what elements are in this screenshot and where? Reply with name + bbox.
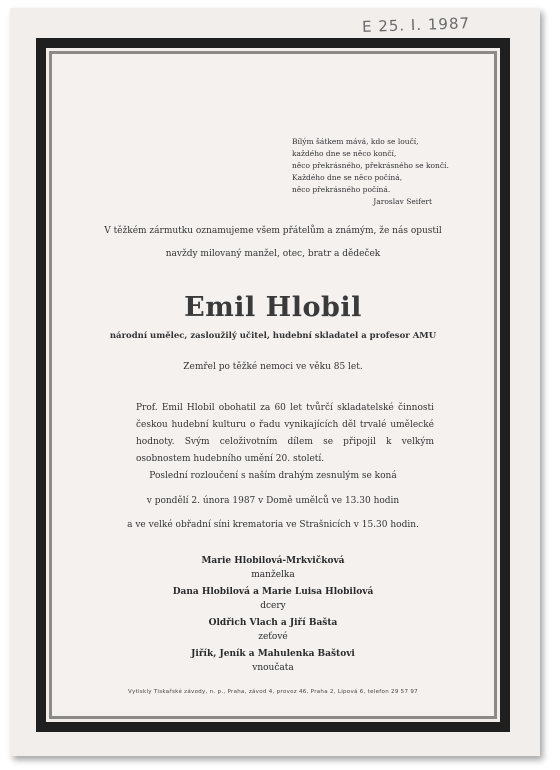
poem-line: Bílým šátkem mává, kdo se loučí, bbox=[292, 137, 419, 146]
mourner-name: Marie Hlobilová-Mrkvičková bbox=[201, 556, 345, 566]
biography-text: Prof. Emil Hlobil obohatil za 60 let tvůrčí skladatelské činnosti českou hudební kulturu o řadu vynikajících děl trvalé umělecké hodnoty. Svým celoživotním dílem se připojil k velkým osobnostem hudebního umění 20. století. bbox=[136, 403, 434, 464]
mourner-relation: vnoučata bbox=[252, 663, 294, 673]
poem-quote bbox=[292, 136, 449, 208]
poem-line: něco překrásného, překrásného se končí. bbox=[292, 161, 449, 170]
mourner-relation: dcery bbox=[260, 601, 286, 611]
mourner-name: Oldřich Vlach a Jiří Bašta bbox=[208, 618, 338, 628]
mourner-name: Jiřík, Jeník a Mahulenka Baštovi bbox=[191, 649, 355, 659]
death-notice: Zemřel po těžké nemoci ve věku 85 let. bbox=[183, 362, 363, 372]
mourner-name: Dana Hlobilová a Marie Luisa Hlobilová bbox=[172, 587, 374, 597]
deceased-name: Emil Hlobil bbox=[184, 292, 362, 323]
funeral-line: Poslední rozloučení s naším drahým zesnulým se koná bbox=[149, 471, 397, 481]
poem-author: Jaroslav Seifert bbox=[373, 197, 432, 206]
handwritten-annotation: E 25. I. 1987 bbox=[361, 14, 471, 36]
poem-line: něco překrásného počíná. bbox=[292, 185, 391, 194]
deceased-titles: národní umělec, zasloužilý učitel, hudební skladatel a profesor AMU bbox=[109, 331, 437, 341]
funeral-details bbox=[52, 464, 494, 538]
poem-line: každého dne se něco končí, bbox=[292, 149, 397, 158]
mourners-list bbox=[52, 554, 494, 678]
intro-line: V těžkém zármutku oznamujeme všem přátelům a známým, že nás opustil bbox=[104, 226, 442, 236]
inner-border bbox=[49, 51, 497, 719]
intro-line: navždy milovaný manžel, otec, bratr a dědeček bbox=[165, 249, 381, 259]
funeral-line: a ve velké obřadní síni krematoria ve Strašnicích v 15.30 hodin. bbox=[127, 520, 419, 530]
obituary-content bbox=[52, 54, 494, 716]
funeral-line: v pondělí 2. února 1987 v Domě umělců ve 13.30 hodin bbox=[146, 495, 400, 506]
obituary-sheet bbox=[10, 8, 540, 756]
poem-line: Každého dne se něco počíná, bbox=[292, 173, 403, 182]
mourner-relation: zeťové bbox=[258, 632, 288, 642]
intro-text bbox=[52, 220, 494, 266]
printer-imprint: Vytiskly Tiskařské závody, n. p., Praha, závod 4, provoz 46, Praha 2, Lipová 6, telefon 29 57 97 bbox=[128, 689, 418, 695]
mourning-border bbox=[36, 38, 510, 732]
mourner-relation: manželka bbox=[251, 570, 295, 580]
